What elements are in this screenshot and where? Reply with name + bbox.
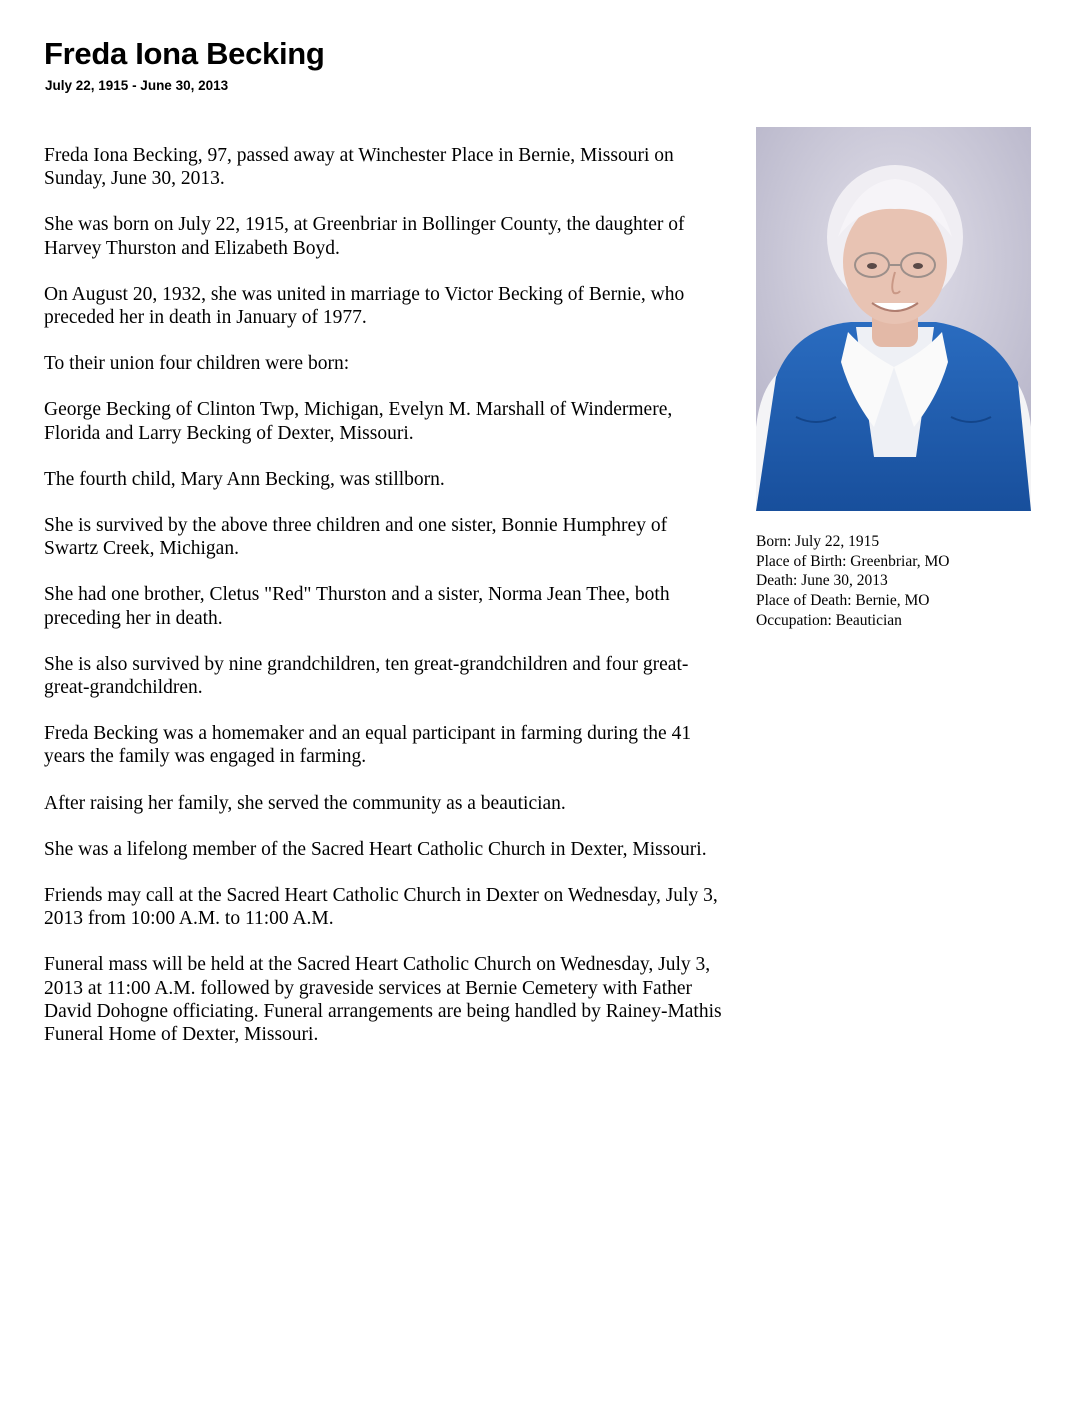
obituary-paragraph: George Becking of Clinton Twp, Michigan, Evelyn M. Marshall of Windermere, Florida and Larry Becking of Dexter, Missouri.	[44, 399, 673, 444]
fact-death: Death: June 30, 2013	[756, 572, 888, 590]
fact-place-of-death: Place of Death: Bernie, MO	[756, 592, 930, 610]
obituary-paragraph: She was born on July 22, 1915, at Greenbriar in Bollinger County, the daughter of Harvey Thurston and Elizabeth Boyd.	[44, 214, 685, 259]
obituary-paragraph: On August 20, 1932, she was united in marriage to Victor Becking of Bernie, who preceded her in death in January of 1977.	[44, 283, 685, 329]
page-title: Freda Iona Becking	[44, 36, 325, 71]
obituary-paragraph: Freda Becking was a homemaker and an equal participant in farming during the 41 years the family was engaged in farming.	[44, 723, 692, 768]
obituary-paragraph: The fourth child, Mary Ann Becking, was stillborn.	[44, 468, 445, 490]
obituary-paragraph: She is survived by the above three children and one sister, Bonnie Humphrey of Swartz Creek, Michigan.	[44, 515, 668, 560]
fact-born: Born: July 22, 1915	[756, 533, 880, 550]
obituary-paragraph: Friends may call at the Sacred Heart Catholic Church in Dexter on Wednesday, July 3, 2013 from 10:00 A.M. to 11:00 A.M.	[44, 885, 718, 930]
obituary-paragraph: To their union four children were born:	[44, 353, 350, 375]
obituary-paragraph: She is also survived by nine grandchildren, ten great-grandchildren and four great-great-grandchildren.	[44, 653, 689, 699]
life-dates: July 22, 1915 - June 30, 2013	[45, 78, 229, 93]
obituary-paragraph: She had one brother, Cletus "Red" Thurston and a sister, Norma Jean Thee, both preceding her in death.	[44, 584, 670, 629]
obituary-paragraph: Freda Iona Becking, 97, passed away at Winchester Place in Bernie, Missouri on Sunday, June 30, 2013.	[44, 145, 674, 190]
obituary-paragraph: Funeral mass will be held at the Sacred Heart Catholic Church on Wednesday, July 3, 2013 at 11:00 A.M. followed by graveside services at Bernie Cemetery with Father David Dohogne officiating. Funeral arrangements are being handled by Rainey-Mathis Funeral Home of Dexter, Missouri.	[44, 954, 722, 1046]
fact-place-of-birth: Place of Birth: Greenbriar, MO	[756, 552, 950, 570]
obituary-text	[44, 144, 724, 1069]
vital-facts	[756, 532, 950, 631]
fact-occupation: Occupation: Beautician	[756, 611, 902, 629]
obituary-paragraph: She was a lifelong member of the Sacred Heart Catholic Church in Dexter, Missouri.	[44, 838, 707, 860]
obituary-paragraph: After raising her family, she served the community as a beautician.	[44, 792, 566, 814]
portrait-photo	[756, 127, 1031, 511]
